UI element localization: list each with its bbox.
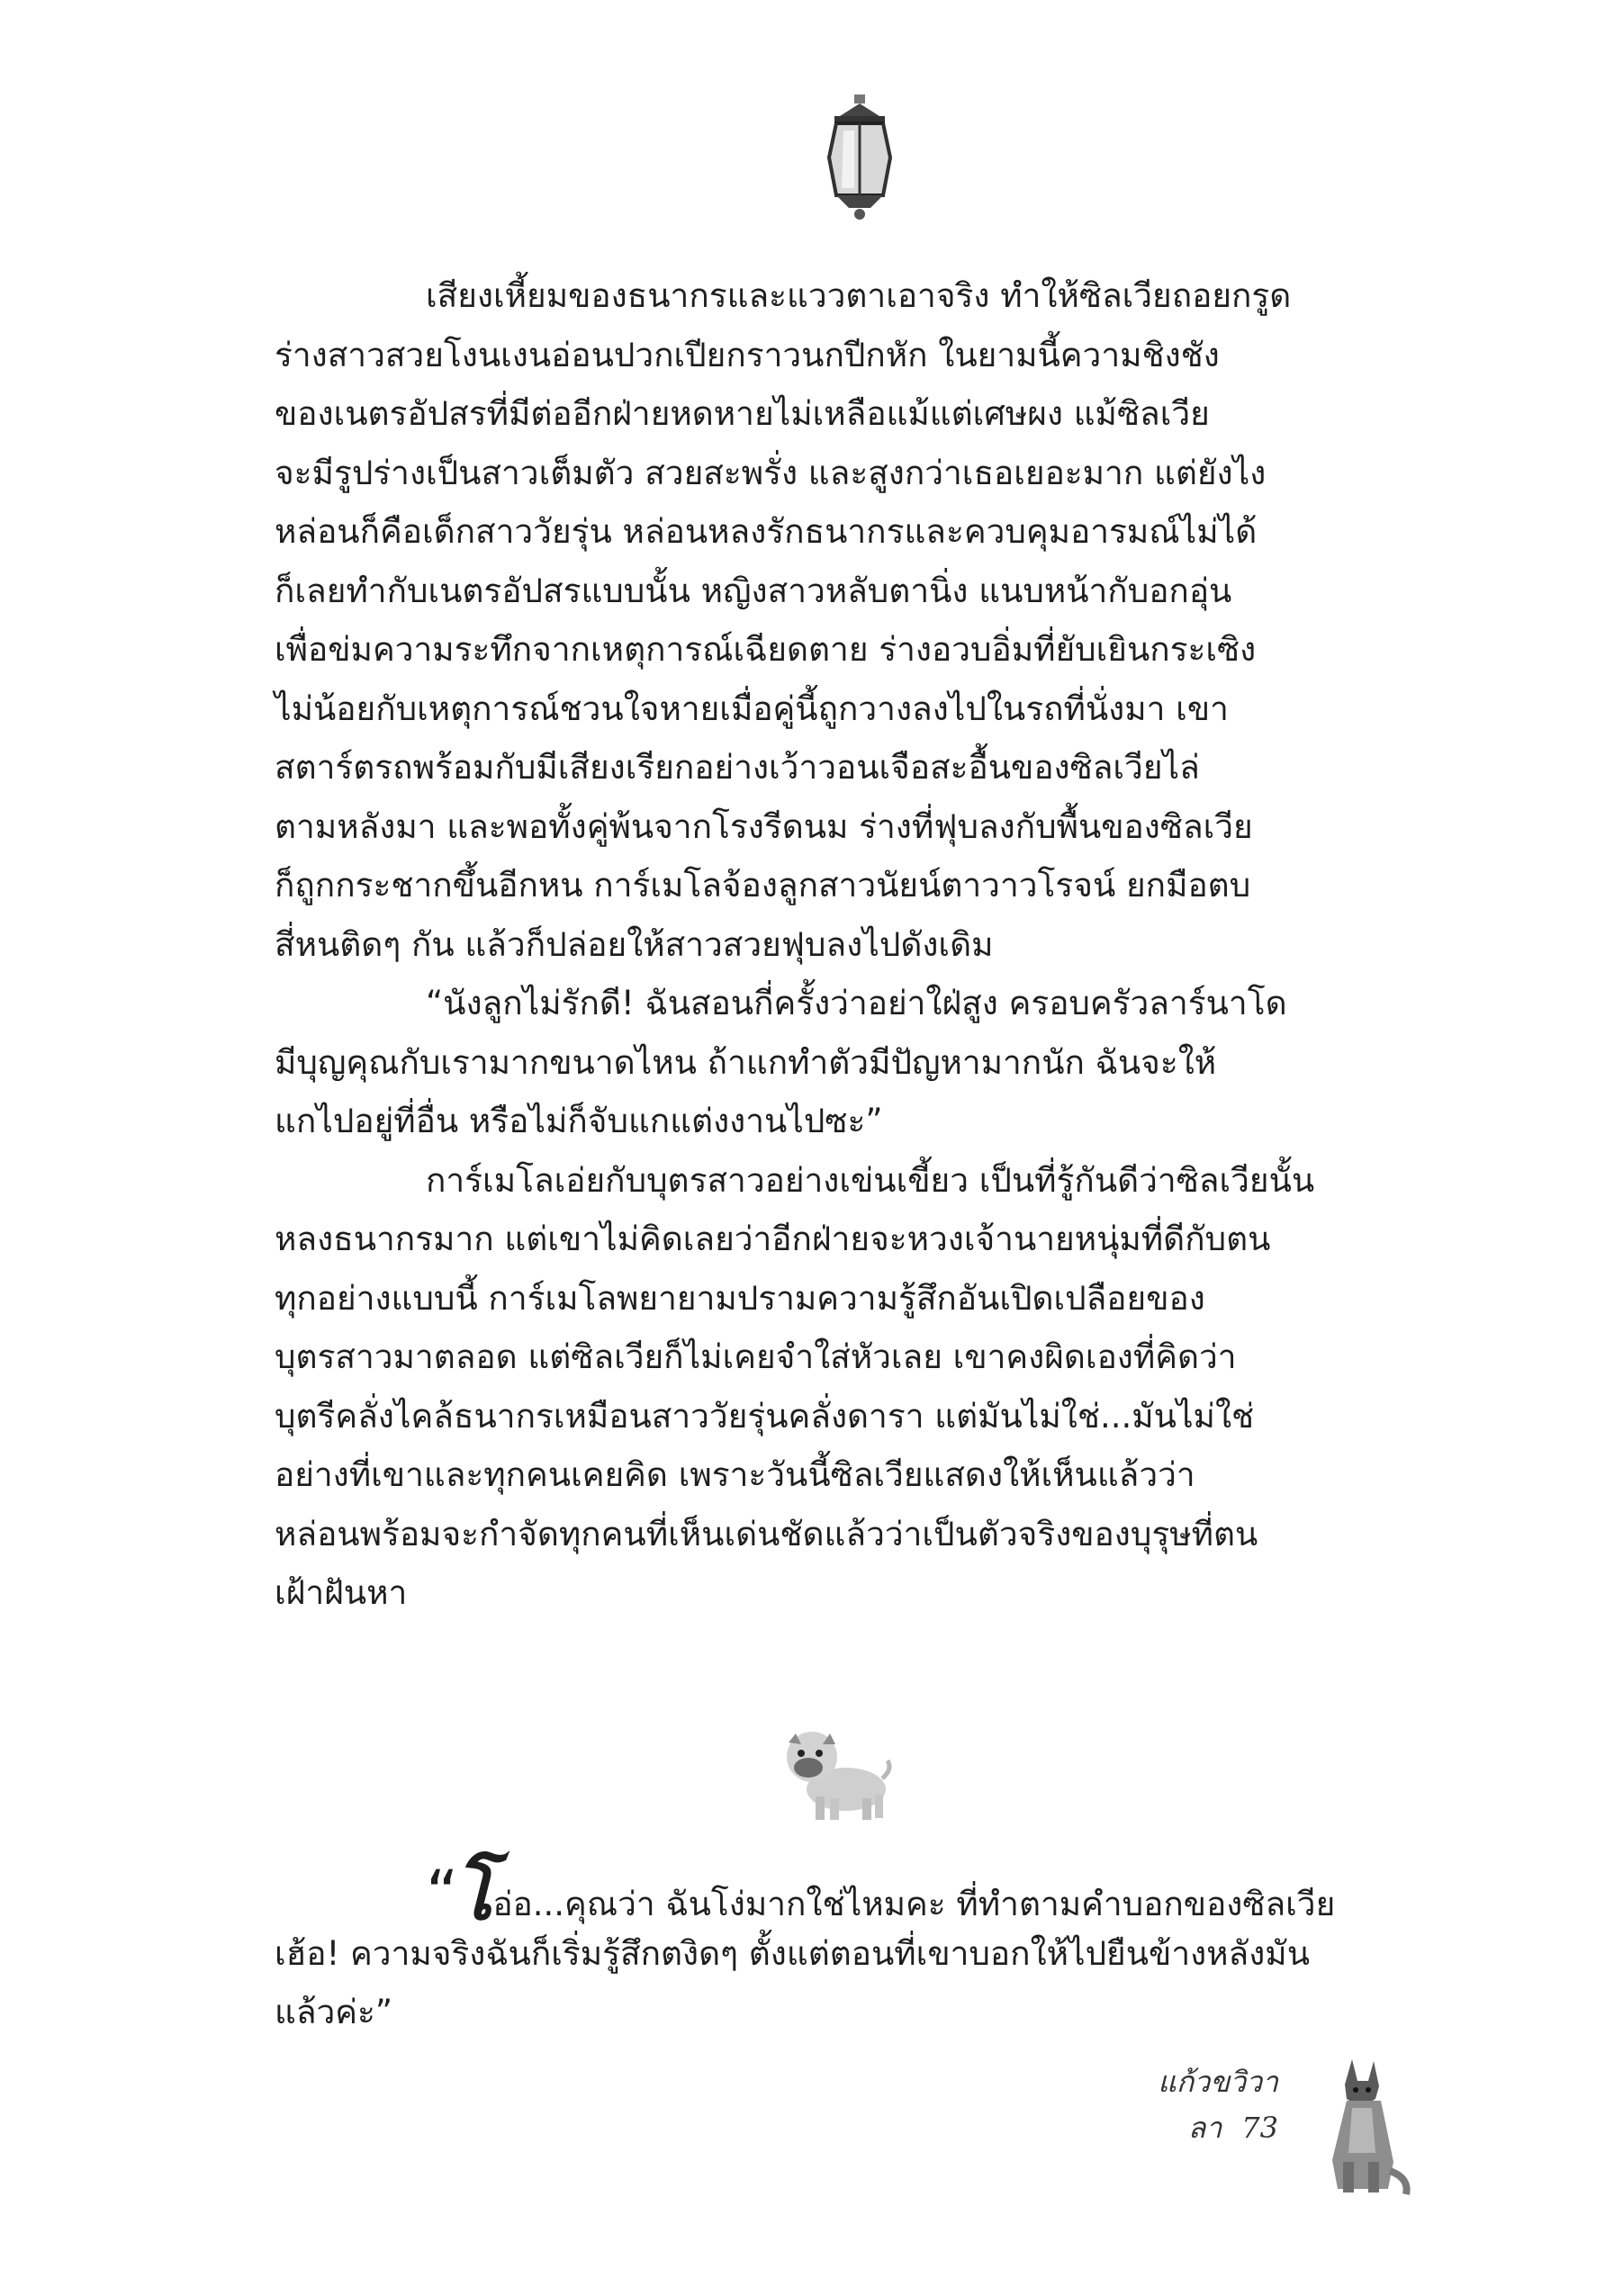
paragraph-line: ตามหลังมา และพอทั้งคู่พ้นจากโรงรีดนม ร่างที่ฟุบลงกับพื้นของซิลเวีย [275,806,1253,846]
body-text [275,266,1409,1623]
paragraph-line: บุตรีคลั่งไคล้ธนากรเหมือนสาววัยรุ่นคลั่งดารา แต่มันไม่ใช่...มันไม่ใช่ [275,1396,1255,1436]
paragraph-line: แกไปอยู่ที่อื่น หรือไม่ก็จับแกแต่งงานไปซะ” [275,1102,883,1140]
paragraph-line: ก็เลยทำกับเนตรอัปสรแบบนั้น หญิงสาวหลับตานิ่ง แนบหน้ากับอกอุ่น [275,571,1232,610]
book-title: แก้วขวิวาลา [1158,2065,1278,2145]
paragraph-line: อย่างที่เขาและทุกคนเคยคิด เพราะวันนี้ซิลเวียแสดงให้เห็นแล้วว่า [275,1455,1195,1494]
drop-cap: โ [453,1850,493,1937]
paragraph-line: เพื่อข่มความระทึกจากเหตุการณ์เฉียดตาย ร่างอวบอิ่มที่ยับเยินกระเซิง [275,630,1257,669]
page-footer [1053,2059,1278,2151]
page-number: 73 [1241,2111,1278,2145]
paragraph-line: เฮ้อ! ความจริงฉันก็เริ่มรู้สึกตงิดๆ ตั้งแต่ตอนที่เขาบอกให้ไปยืนข้างหลังมัน [275,1933,1310,1973]
paragraph-line: เฝ้าฝันหา [275,1573,408,1612]
paragraph-line: มีบุญคุณกับเรามากขนาดไหน ถ้าแกทำตัวมีปัญหามากนัก ฉันจะให้ [275,1042,1217,1082]
german-shepherd-icon [1316,2054,1415,2198]
paragraph-line: เสียงเหี้ยมของธนากรและแววตาเอาจริง ทำให้ซิลเวียถอยกรูด [426,276,1292,315]
second-section-text [275,1850,1409,2042]
hanging-lantern-icon [815,95,905,221]
paragraph-line: หล่อนพร้อมจะกำจัดทุกคนที่เห็นเด่นชัดแล้วว่าเป็นตัวจริงของบุรุษที่ตน [275,1514,1258,1553]
paragraph-line: หล่อนก็คือเด็กสาววัยรุ่น หล่อนหลงรักธนากรและควบคุมอารมณ์ไม่ได้ [275,512,1258,551]
pug-dog-icon [776,1726,898,1825]
opening-line [275,1850,1409,1937]
opening-line-text: อ่อ...คุณว่า ฉันโง่มากใช่ไหมคะ ที่ทำตามคำบอกของซิลเวีย [492,1885,1336,1923]
paragraph-line: ของเนตรอัปสรที่มีต่ออีกฝ่ายหดหายไม่เหลือแม้แต่เศษผง แม้ซิลเวีย [275,394,1210,433]
paragraph-line: หลงธนากรมาก แต่เขาไม่คิดเลยว่าอีกฝ่ายจะหวงเจ้านายหนุ่มที่ดีกับตน [275,1220,1271,1258]
paragraph-line: สี่หนติดๆ กัน แล้วก็ปล่อยให้สาวสวยฟุบลงไปดังเดิม [275,924,994,964]
open-quote-mark: “ [426,1857,454,1931]
paragraph-line: การ์เมโลเอ่ยกับบุตรสาวอย่างเข่นเขี้ยว เป็นที่รู้กันดีว่าซิลเวียนั้น [426,1160,1315,1200]
paragraph-line: สตาร์ตรถพร้อมกับมีเสียงเรียกอย่างเว้าวอนเจือสะอื้นของซิลเวียไล่ [275,748,1200,787]
paragraph-line: ร่างสาวสวยโงนเงนอ่อนปวกเปียกราวนกปีกหัก ในยามนี้ความชิงชัง [275,335,1220,374]
paragraph-line: ก็ถูกกระชากขึ้นอีกหน การ์เมโลจ้องลูกสาวนัยน์ตาวาวโรจน์ ยกมือตบ [275,866,1251,905]
paragraph-line: ไม่น้อยกับเหตุการณ์ชวนใจหายเมื่อคู่นี้ถูกวางลงไปในรถที่นั่งมา เขา [275,689,1229,728]
paragraph-line: “นังลูกไม่รักดี! ฉันสอนกี่ครั้งว่าอย่าใฝ่สูง ครอบครัวลาร์นาโด [426,984,1287,1022]
paragraph-line: แล้วค่ะ” [275,1993,393,2031]
paragraph-line: ทุกอย่างแบบนี้ การ์เมโลพยายามปรามความรู้สึกอันเปิดเปลือยของ [275,1278,1205,1318]
paragraph-line: บุตรสาวมาตลอด แต่ซิลเวียก็ไม่เคยจำใส่หัวเลย เขาคงผิดเองที่คิดว่า [275,1337,1237,1376]
paragraph-line: จะมีรูปร่างเป็นสาวเต็มตัว สวยสะพรั่ง และสูงกว่าเธอเยอะมาก แต่ยังไง [275,453,1267,492]
